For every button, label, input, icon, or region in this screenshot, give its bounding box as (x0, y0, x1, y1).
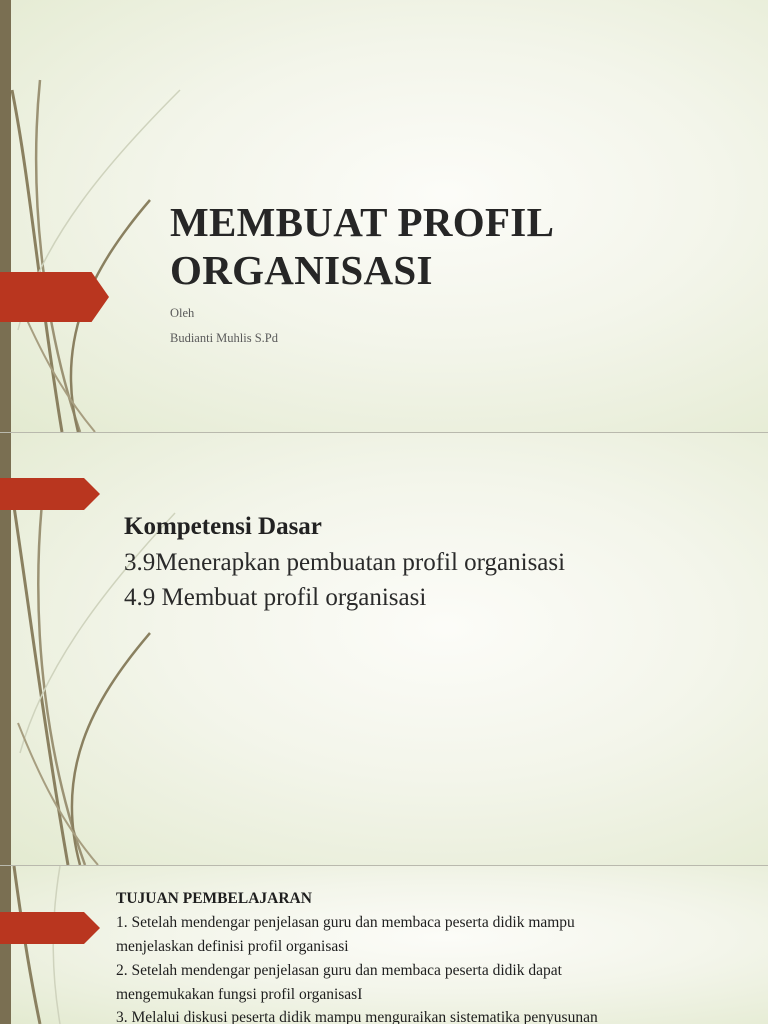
slide-title (0, 0, 768, 432)
objective-line: mengemukakan fungsi profil organisasI (116, 986, 363, 1003)
curve-line (14, 866, 40, 1024)
title-line-2: ORGANISASI (170, 247, 433, 293)
accent-tab (0, 478, 100, 510)
slide-objectives (0, 866, 768, 1024)
objectives-heading: TUJUAN PEMBELAJARAN (116, 890, 312, 907)
title-line-1: MEMBUAT PROFIL (170, 199, 555, 245)
decorative-curves (0, 0, 190, 432)
curve-line (72, 633, 150, 865)
curve-line (38, 503, 85, 865)
slide-competency (0, 433, 768, 865)
competency-heading: Kompetensi Dasar (124, 513, 322, 540)
author-name: Budianti Muhlis S.Pd (170, 331, 279, 345)
objective-line: 1. Setelah mendengar penjelasan guru dan membaca peserta didik mampu (116, 914, 575, 931)
curve-line (18, 723, 98, 865)
objective-line: 3. Melalui diskusi peserta didik mampu menguraikan sistematika penyusunan (116, 1009, 598, 1024)
curve-line (53, 866, 60, 1024)
competency-item: 3.9Menerapkan pembuatan profil organisasi (124, 549, 566, 576)
accent-tab (0, 912, 100, 944)
slide-title-heading (170, 198, 554, 294)
objective-line: 2. Setelah mendengar penjelasan guru dan membaca peserta didik dapat (116, 962, 562, 979)
competency-item: 4.9 Membuat profil organisasi (124, 584, 427, 611)
objective-line: menjelaskan definisi profil organisasi (116, 938, 349, 955)
by-label: Oleh (170, 306, 195, 320)
accent-tab (0, 272, 109, 322)
